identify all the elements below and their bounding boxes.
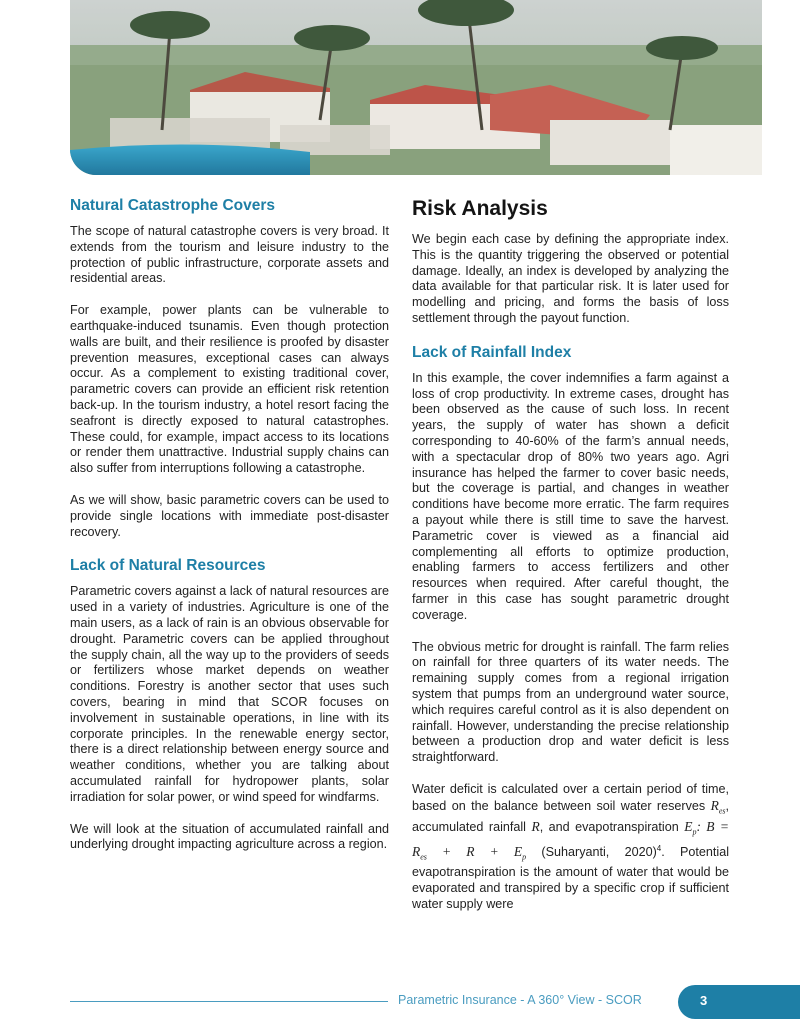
paragraph: Parametric covers against a lack of natural resources are used in a variety of industries. Agriculture is one of the main users, as a lack of rain is an obvious observable for drought. Parametric covers can be applied throughout the supply chain, all the way up to the providers of seeds or fertilizers whose market depends on weather conditions. Forestry is another sector that uses such covers, bearing in mind that SCOR focuses on involvement in sustainable operations, in line with its corporate principles. In the renewable energy sector, there is a direct relationship between energy source and weather conditions, whether you are talking about accumulated rainfall for hydropower plants, solar irradiation for solar power, or wind speed for windfarms.: [70, 584, 389, 804]
math-symbol: R: [531, 819, 540, 835]
storm-resort-photo-icon: [70, 0, 762, 175]
paragraph: As we will show, basic parametric covers can be used to provide single locations with immediate post-disaster recovery.: [70, 492, 389, 539]
right-column: [412, 196, 729, 929]
math-symbol: $R_{es}$: [710, 797, 726, 816]
footer-rule: [70, 1001, 388, 1002]
paragraph: For example, power plants can be vulnerable to earthquake-induced tsunamis. Even though protection walls are built, and their resilience is proofed by disaster prevention measures, exceptional cases can always occur. As a complement to existing traditional cover, parametric covers can provide an efficient risk retention back-up. In the tourism industry, a hotel resort facing the seafront is directly exposed to natural catastrophes. These could, for example, impact access to its locations or render them unattractive. Industrial supply chains can also suffer from interruptions following a catastrophe.: [70, 303, 389, 476]
section-title-risk-analysis: Risk Analysis: [412, 197, 548, 220]
paragraph: In this example, the cover indemnifies a farm against a loss of crop productivity. In extreme cases, drought has been observed as the cause of such loss. In recent years, the supply of water has shown a deficit corresponding to 40-60% of the farm’s annual needs, with a spectacular drop of 80% two years ago. Agri insurance has helped the farmer to cover basic needs, but the coverage is partial, and changes in weather conditions have become more erratic. The farm requires a payout while there is still time to save the harvest. Parametric cover is viewed as a financial aid complementing all efforts to optimize production, enabling farmers to access fertilizers and other resources when required. After careful thought, the farmer in this case has sought parametric drought coverage.: [412, 370, 729, 622]
hero-photo: [70, 0, 762, 175]
paragraph: We begin each case by defining the appropriate index. This is the quantity triggering the observed or potential damage. Ideally, an index is developed by analyzing the data available for that particular risk. It is later used for modelling and pricing, and forms the basis of loss settlement through the payout function.: [412, 232, 729, 325]
paragraph: We will look at the situation of accumulated rainfall and underlying drought impacting agriculture across a region.: [70, 821, 389, 852]
page-number-tab: [678, 985, 800, 1019]
left-column: [70, 196, 389, 869]
page-number: 3: [700, 993, 708, 1008]
paragraph-water-deficit: Water deficit is calculated over a certain period of time, based on the balance between soil water reserves $R_{es}$, accumulated rainfall R, and evapotranspiration $E_p$: $B = R_{es} + R + E_p$ (Suharyanti, 2020)$^4$. Potential evapotranspiration is the amount of water that would be evaporated and transpired by a specific crop if sufficient water supply were: [412, 781, 729, 911]
paragraph: The obvious metric for drought is rainfall. The farm relies on rainfall for three quarters of its water needs. The remaining supply comes from a regional irrigation system that pumps from an underground water source, which requires careful control as it is also dependent on rainfall. However, understanding the precise relationship between a production drop and water deficit is less straightforward.: [412, 639, 729, 765]
equation: $E_p$: $B = R_{es} + R + E_p$: [412, 819, 729, 862]
footer-title: Parametric Insurance - A 360° View - SCOR: [398, 993, 642, 1007]
paragraph: The scope of natural catastrophe covers is very broad. It extends from the tourism and leisure industry to the protection of public infrastructure, corporate assets and residential areas.: [70, 224, 389, 286]
section-heading-natural-resources: Lack of Natural Resources: [70, 557, 266, 575]
footnote-ref: 4: [656, 843, 662, 853]
section-heading-rainfall-index: Lack of Rainfall Index: [412, 343, 572, 361]
section-heading-natural-catastrophe: Natural Catastrophe Covers: [70, 197, 276, 214]
